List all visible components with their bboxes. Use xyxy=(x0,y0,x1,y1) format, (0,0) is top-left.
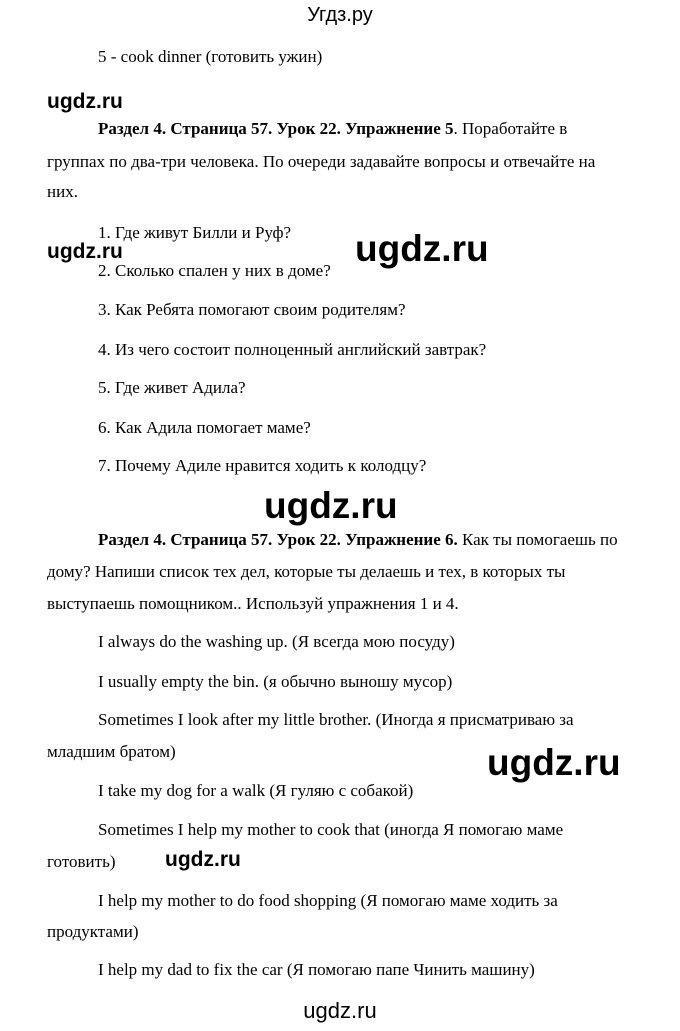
question: 7. Почему Адиле нравится ходить к колодцу? xyxy=(98,456,427,475)
answer: I help my dad to fix the car (Я помогаю папе Чинить машину) xyxy=(98,960,535,979)
answer: готовить) xyxy=(47,852,116,871)
top-line: 5 - cook dinner (готовить ужин) xyxy=(98,47,323,66)
section5-text: . Поработайте в xyxy=(453,119,568,138)
watermark: ugdz.ru xyxy=(165,848,241,871)
section5-line-1 xyxy=(98,119,567,139)
watermark: ugdz.ru xyxy=(47,240,123,263)
watermark: ugdz.ru xyxy=(487,742,621,783)
answer: младшим братом) xyxy=(47,742,176,761)
section6-title: Раздел 4. Страница 57. Урок 22. Упражнение 6. xyxy=(98,530,458,549)
question: 1. Где живут Билли и Руф? xyxy=(98,223,292,242)
question: 3. Как Ребята помогают своим родителям? xyxy=(98,300,406,319)
section5-title: Раздел 4. Страница 57. Урок 22. Упражнение 5 xyxy=(98,119,454,138)
watermark: ugdz.ru xyxy=(47,90,123,113)
watermark: ugdz.ru xyxy=(355,228,489,269)
answer: Sometimes I look after my little brother. (Иногда я присматриваю за xyxy=(98,710,574,729)
section6-text: Как ты помогаешь по xyxy=(457,530,618,549)
question: 4. Из чего состоит полноценный английский завтрак? xyxy=(98,340,487,359)
answer: продуктами) xyxy=(47,922,139,941)
question: 2. Сколько спален у них в доме? xyxy=(98,261,331,280)
page-header: Угдз.ру xyxy=(307,4,373,26)
answer: I take my dog for a walk (Я гуляю с собакой) xyxy=(98,781,414,800)
answer: I always do the washing up. (Я всегда мою посуду) xyxy=(98,632,455,651)
answer: Sometimes I help my mother to cook that (иногда Я помогаю маме xyxy=(98,820,564,839)
footer-watermark: ugdz.ru xyxy=(303,998,377,1023)
question: 6. Как Адила помогает маме? xyxy=(98,418,311,437)
question: 5. Где живет Адила? xyxy=(98,378,246,397)
answer: I usually empty the bin. (я обычно выношу мусор) xyxy=(98,672,453,691)
answer: I help my mother to do food shopping (Я помогаю маме ходить за xyxy=(98,891,558,910)
section6-line-3: выступаешь помощником.. Используй упражнения 1 и 4. xyxy=(47,594,459,613)
section6-line-1 xyxy=(98,530,618,550)
section5-line-2: группах по два-три человека. По очереди задавайте вопросы и отвечайте на xyxy=(47,152,596,171)
section6-line-2: дому? Напиши список тех дел, которые ты делаешь и тех, в которых ты xyxy=(47,562,566,581)
watermark: ugdz.ru xyxy=(264,485,398,526)
section5-line-3: них. xyxy=(47,182,78,201)
